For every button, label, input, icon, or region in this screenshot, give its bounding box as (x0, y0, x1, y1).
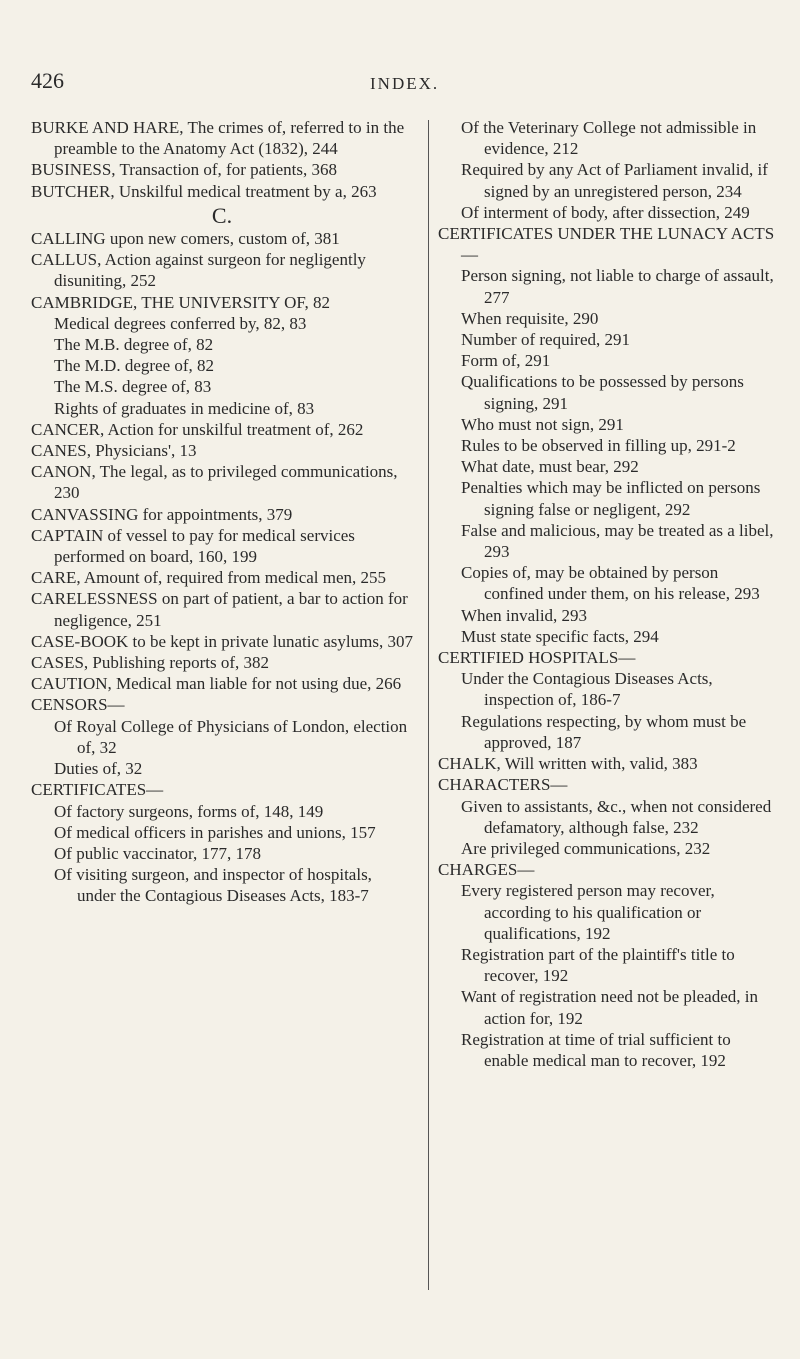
index-subentry: The M.B. degree of, 82 (54, 335, 214, 355)
index-column-left (31, 117, 413, 907)
index-subentry: Regulations respecting, by whom must be approved, 187 (461, 711, 747, 752)
index-subentry: Want of registration need not be pleaded, in action for, 192 (461, 987, 758, 1028)
index-subentry: Required by any Act of Parliament invalid, if signed by an unregistered person, 234 (461, 160, 768, 201)
index-subentry: Every registered person may recover, according to his qualification or qualifications, 192 (461, 881, 715, 943)
index-entry: CARELESSNESS on part of patient, a bar to action for negligence, 251 (31, 589, 408, 630)
index-entry: CAUTION, Medical man liable for not using due, 266 (31, 674, 402, 694)
index-subentry: Penalties which may be inflicted on persons signing false or negligent, 292 (461, 478, 761, 519)
index-subentry: Rules to be observed in filling up, 291-2 (461, 436, 736, 456)
index-entry: BURKE AND HARE, The crimes of, referred to in the preamble to the Anatomy Act (1832), 244 (31, 118, 405, 159)
index-subentry: The M.D. degree of, 82 (54, 356, 215, 376)
index-entry: CHARACTERS— (438, 775, 568, 795)
index-subentry: Medical degrees conferred by, 82, 83 (54, 313, 307, 333)
index-subentry: Who must not sign, 291 (461, 414, 624, 434)
index-subentry: Under the Contagious Diseases Acts, inspection of, 186-7 (461, 669, 713, 710)
index-subentry: Are privileged communications, 232 (461, 838, 711, 858)
index-entry: BUSINESS, Transaction of, for patients, 368 (31, 160, 337, 180)
index-entry: CHARGES— (438, 860, 535, 880)
index-entry: CERTIFICATES UNDER THE LUNACY ACTS— (438, 224, 775, 265)
index-entry: CERTIFICATES— (31, 780, 164, 800)
section-letter: C. (211, 202, 233, 228)
index-subentry: What date, must bear, 292 (461, 457, 639, 477)
index-entry: CANVASSING for appointments, 379 (31, 504, 293, 524)
index-entry: BUTCHER, Unskilful medical treatment by a, 263 (31, 181, 377, 201)
index-entry: CANCER, Action for unskilful treatment of, 262 (31, 419, 364, 439)
index-subentry: Of public vaccinator, 177, 178 (54, 843, 262, 863)
index-subentry: Of interment of body, after dissection, 249 (461, 202, 750, 222)
index-subentry: Rights of graduates in medicine of, 83 (54, 398, 315, 418)
index-entry: CANES, Physicians', 13 (31, 441, 197, 461)
index-column-right (438, 117, 778, 1071)
index-subentry: The M.S. degree of, 83 (54, 377, 212, 397)
index-entry: CAPTAIN of vessel to pay for medical services performed on board, 160, 199 (31, 525, 355, 567)
index-entry: CASE-BOOK to be kept in private lunatic asylums, 307 (31, 631, 413, 651)
index-subentry: Of medical officers in parishes and unions, 157 (54, 822, 376, 842)
index-subentry: Qualifications to be possessed by persons signing, 291 (461, 372, 744, 413)
index-entry: CALLING upon new comers, custom of, 381 (31, 229, 340, 249)
index-entry: CAMBRIDGE, THE UNIVERSITY OF, 82 (31, 292, 330, 312)
index-entry: CHALK, Will written with, valid, 383 (438, 754, 698, 774)
index-subentry: Of visiting surgeon, and inspector of hospitals, under the Contagious Diseases Acts, 183-7 (54, 865, 372, 906)
index-subentry: Of factory surgeons, forms of, 148, 149 (54, 801, 324, 821)
column-divider (428, 120, 429, 1290)
index-subentry: Number of required, 291 (461, 330, 631, 350)
index-subentry: Copies of, may be obtained by person confined under them, on his release, 293 (461, 563, 760, 604)
index-subentry: Must state specific facts, 294 (461, 626, 659, 646)
page-number: 426 (31, 68, 64, 93)
index-subentry: Duties of, 32 (54, 759, 143, 779)
index-subentry: Person signing, not liable to charge of assault, 277 (461, 266, 774, 307)
index-subentry: Of Royal College of Physicians of London, election of, 32 (54, 716, 408, 757)
index-entry: CALLUS, Action against surgeon for negligently disuniting, 252 (31, 250, 366, 291)
index-entry: CANON, The legal, as to privileged communications, 230 (31, 462, 398, 503)
index-subentry: Given to assistants, &c., when not considered defamatory, although false, 232 (461, 796, 772, 837)
index-entry: CERTIFIED HOSPITALS— (438, 648, 636, 668)
index-subentry: When invalid, 293 (461, 605, 588, 625)
index-subentry: Form of, 291 (461, 351, 551, 371)
index-entry: CENSORS— (31, 695, 125, 715)
index-subentry: When requisite, 290 (461, 308, 599, 328)
index-entry: CASES, Publishing reports of, 382 (31, 653, 270, 673)
index-subentry: Registration at time of trial sufficient to enable medical man to recover, 192 (461, 1029, 731, 1070)
index-entry: CARE, Amount of, required from medical men, 255 (31, 568, 387, 588)
index-subentry: Of the Veterinary College not admissible in evidence, 212 (461, 118, 757, 159)
index-subentry: Registration part of the plaintiff's title to recover, 192 (461, 944, 735, 986)
index-subentry: False and malicious, may be treated as a libel, 293 (461, 520, 774, 562)
running-head: INDEX. (370, 74, 440, 93)
